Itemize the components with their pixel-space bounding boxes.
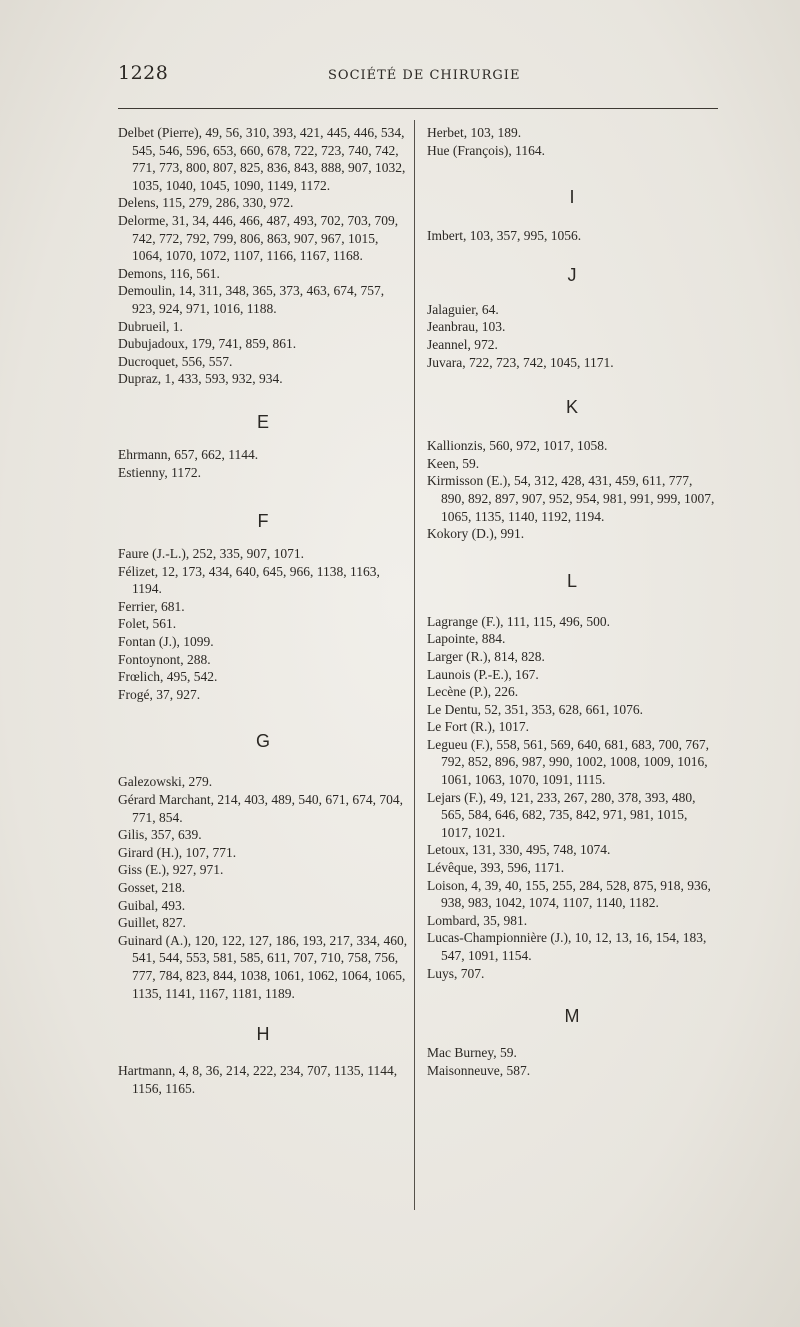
index-entry: Maisonneuve, 587. [427,1062,531,1078]
right-column [427,124,717,1079]
header-rule [118,108,718,109]
index-entry: Kallionzis, 560, 972, 1017, 1058. [427,438,608,454]
index-entry: Lombard, 35, 981. [427,912,528,928]
index-entry: Kokory (D.), 991. [427,526,525,542]
index-entry: Fontan (J.), 1099. [118,634,214,650]
index-entry: Le Fort (R.), 1017. [427,719,529,735]
left-column [118,124,408,1097]
index-entry: Le Dentu, 52, 351, 353, 628, 661, 1076. [427,701,643,717]
index-entry: Ehrmann, 657, 662, 1144. [118,446,259,462]
index-entry: Juvara, 722, 723, 742, 1045, 1171. [427,354,614,370]
index-entry: Launois (P.-E.), 167. [427,666,539,682]
index-entry: Gilis, 357, 639. [118,827,202,843]
index-entry: Lapointe, 884. [427,631,506,647]
index-entry: Lucas-Championnière (J.), 10, 12, 13, 16, 154, 183, 547, 1091, 1154. [427,930,707,963]
index-entry: Faure (J.-L.), 252, 335, 907, 1071. [118,546,304,562]
index-entry: Lejars (F.), 49, 121, 233, 267, 280, 378, 393, 480, 565, 584, 646, 682, 735, 842, 971, 981, 1015, 1017, 1021. [427,789,696,840]
index-entry: Hartmann, 4, 8, 36, 214, 222, 234, 707, 1135, 1144, 1156, 1165. [118,1063,398,1096]
index-entry: Legueu (F.), 558, 561, 569, 640, 681, 683, 700, 767, 792, 852, 896, 987, 990, 1002, 1008, 1009, 1016, 1061, 1063, 1070, 1091, 1115. [427,736,710,788]
index-entry: Frœlich, 495, 542. [118,669,218,685]
section-letter-i: I [569,187,575,208]
index-entry: Demons, 116, 561. [118,265,220,281]
index-entry: Lecène (P.), 226. [427,684,519,700]
index-entry: Guibal, 493. [118,897,186,913]
index-entry: Jeannel, 972. [427,336,498,352]
index-entry: Mac Burney, 59. [427,1045,517,1061]
index-entry: Gosset, 218. [118,880,186,895]
section-d-entries [118,124,408,388]
section-letter-l: L [566,570,577,591]
index-entry: Demoulin, 14, 311, 348, 365, 373, 463, 674, 757, 923, 924, 971, 1016, 1188. [118,283,385,316]
page-header [118,62,718,86]
index-entry: Keen, 59. [427,455,480,471]
index-entry: Delorme, 31, 34, 446, 466, 487, 493, 702, 703, 709, 742, 772, 792, 799, 806, 863, 907, 967, 1015, 1064, 1070, 1072, 1107, 1166, 1167, 1168. [118,212,399,264]
section-letter-k: K [565,397,578,418]
section-letter-h: H [256,1024,270,1045]
index-entry: Ferrier, 681. [118,598,185,614]
index-entry: Loison, 4, 39, 40, 155, 255, 284, 528, 875, 918, 936, 938, 983, 1042, 1074, 1107, 1140, 1182. [427,877,711,911]
page-number: 1228 [118,62,169,84]
section-letter-j: J [567,264,577,285]
index-entry: Jalaguier, 64. [427,301,499,317]
index-entry: Galezowski, 279. [118,774,213,790]
index-entry: Estienny, 1172. [118,464,201,480]
index-entry: Larger (R.), 814, 828. [427,648,545,664]
index-entry: Frogé, 37, 927. [118,686,201,702]
index-entry: Kirmisson (E.), 54, 312, 428, 431, 459, 611, 777, 890, 892, 897, 907, 952, 954, 981, 991, 999, 1007, 1065, 1135, 1140, 1192, 1194. [427,473,715,524]
index-entry: Delens, 115, 279, 286, 330, 972. [118,195,294,211]
index-entry: Guinard (A.), 120, 122, 127, 186, 193, 217, 334, 460, 541, 544, 553, 581, 585, 611, 707, 710, 758, 756, 777, 784, 823, 844, 1038, 1061, 1062, 1064, 1065, 1135, 1141, 1167, 1181, 1189. [118,932,408,1001]
index-entry: Dubujadoux, 179, 741, 859, 861. [118,336,297,352]
index-entry: Delbet (Pierre), 49, 56, 310, 393, 421, 445, 446, 534, 545, 546, 596, 653, 660, 678, 722, 723, 740, 742, 771, 773, 800, 807, 825, 836, 843, 888, 907, 1032, 1035, 1040, 1045, 1090, 1149, 1172. [118,125,406,193]
index-entry: Gérard Marchant, 214, 403, 489, 540, 671, 674, 704, 771, 854. [118,792,403,825]
index-entry: Lévêque, 393, 596, 1171. [427,860,565,876]
index-entry: Folet, 561. [118,616,177,632]
index-entry: Letoux, 131, 330, 495, 748, 1074. [427,842,611,858]
index-entry: Lagrange (F.), 111, 115, 496, 500. [427,613,611,629]
index-entry: Fontoynont, 288. [118,651,211,667]
index-entry: Luys, 707. [427,965,485,981]
index-entry: Giss (E.), 927, 971. [118,862,224,878]
index-entry: Dubrueil, 1. [118,318,183,334]
section-letter-g: G [255,731,270,752]
running-title: SOCIÉTÉ DE CHIRURGIE [328,68,521,83]
index-entry: Ducroquet, 556, 557. [118,353,233,369]
section-letter-m: M [564,1006,580,1027]
index-entry: Jeanbrau, 103. [427,319,506,335]
section-letter-f: F [257,511,269,532]
index-entry: Guillet, 827. [118,915,186,931]
column-divider [414,120,415,1210]
index-entry: Herbet, 103, 189. [427,125,522,140]
index-entry: Hue (François), 1164. [427,142,545,158]
index-entry: Imbert, 103, 357, 995, 1056. [427,228,582,244]
index-entry: Félizet, 12, 173, 434, 640, 645, 966, 1138, 1163, 1194. [118,563,380,597]
index-entry: Girard (H.), 107, 771. [118,844,237,860]
index-entry: Dupraz, 1, 433, 593, 932, 934. [118,371,283,387]
section-letter-e: E [256,411,269,432]
